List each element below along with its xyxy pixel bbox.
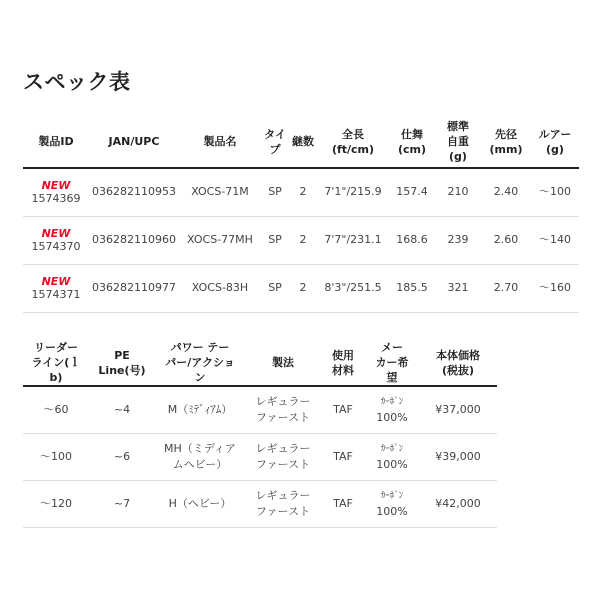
product-id: 1574370 bbox=[31, 239, 81, 253]
product-name-cell: XOCS-83H bbox=[179, 264, 261, 312]
lure-weight-cell: ～100 bbox=[531, 168, 579, 216]
table-row bbox=[23, 168, 579, 216]
pieces-cell: 2 bbox=[289, 168, 317, 216]
maker-carbon-label: ｶｰﾎﾞﾝ bbox=[380, 491, 404, 501]
column-header: ルアー (g) bbox=[538, 127, 572, 156]
column-header: 標準 自重 (g) bbox=[447, 120, 469, 163]
jan-cell: 036282110960 bbox=[89, 216, 179, 264]
length-cell: 7'7"/231.1 bbox=[317, 216, 389, 264]
column-header: 製品ID bbox=[38, 135, 74, 148]
type-cell: SP bbox=[261, 216, 289, 264]
column-header: 仕舞 (cm) bbox=[397, 127, 427, 156]
column-header: メー カー希 望 bbox=[375, 341, 409, 384]
maker-percent: 100% bbox=[376, 505, 408, 518]
column-header: タイプ bbox=[264, 127, 286, 156]
table-row bbox=[23, 386, 497, 433]
table-row bbox=[23, 264, 579, 312]
spec-table-main bbox=[23, 116, 579, 313]
maker-percent: 100% bbox=[376, 411, 408, 425]
spec-table-header-row bbox=[23, 116, 579, 168]
column-header: 全長 (ft/cm) bbox=[331, 127, 375, 156]
type-cell: SP bbox=[261, 264, 289, 312]
lure-weight-cell: ～140 bbox=[531, 216, 579, 264]
product-id-cell bbox=[23, 264, 89, 312]
material-cell: TAF bbox=[321, 480, 365, 527]
type-cell: SP bbox=[261, 168, 289, 216]
column-header: リーダー ライン(ｌ b) bbox=[31, 341, 81, 384]
column-header: JAN/UPC bbox=[108, 135, 160, 148]
weight-cell: 210 bbox=[435, 168, 481, 216]
column-header: 本体価格 (税抜) bbox=[436, 348, 480, 377]
page-title: スペック表 bbox=[23, 70, 131, 94]
tip-diameter-cell: 2.60 bbox=[481, 216, 531, 264]
product-id-cell bbox=[23, 168, 89, 216]
power-action-cell: MH（ミディア ムヘビー） bbox=[155, 433, 245, 480]
maker-cell bbox=[365, 433, 419, 480]
maker-carbon-label: ｶｰﾎﾞﾝ bbox=[380, 397, 404, 408]
power-action-cell: M（ﾐﾃﾞｨｱﾑ） bbox=[155, 386, 245, 433]
price-cell: ¥37,000 bbox=[419, 386, 497, 433]
pe-line-cell: ~6 bbox=[89, 433, 155, 480]
length-cell: 8'3"/251.5 bbox=[317, 264, 389, 312]
closed-length-cell: 168.6 bbox=[389, 216, 435, 264]
column-header: 製品名 bbox=[203, 135, 237, 148]
leader-line-cell: ～100 bbox=[23, 433, 89, 480]
leader-line-cell: ～120 bbox=[23, 480, 89, 527]
pieces-cell: 2 bbox=[289, 264, 317, 312]
column-header: 先径 (mm) bbox=[489, 127, 523, 156]
price-cell: ¥42,000 bbox=[419, 480, 497, 527]
pieces-cell: 2 bbox=[289, 216, 317, 264]
pe-line-cell: ~7 bbox=[89, 480, 155, 527]
column-header: 製法 bbox=[272, 356, 294, 369]
new-badge: NEW bbox=[41, 226, 71, 240]
table-row bbox=[23, 480, 497, 527]
table-row bbox=[23, 216, 579, 264]
product-id: 1574369 bbox=[31, 191, 81, 205]
column-header: パワー テー パー/アクショ ン bbox=[165, 341, 235, 384]
material-cell: TAF bbox=[321, 386, 365, 433]
method-cell: レギュラー ファースト bbox=[245, 433, 321, 480]
product-id-cell bbox=[23, 216, 89, 264]
tip-diameter-cell: 2.40 bbox=[481, 168, 531, 216]
new-badge: NEW bbox=[41, 178, 71, 192]
leader-line-cell: ～60 bbox=[23, 386, 89, 433]
product-name-cell: XOCS-77MH bbox=[179, 216, 261, 264]
maker-cell bbox=[365, 480, 419, 527]
column-header: PE Line(号) bbox=[98, 348, 146, 377]
new-badge: NEW bbox=[41, 274, 71, 288]
product-id: 1574371 bbox=[31, 287, 81, 301]
maker-percent: 100% bbox=[376, 458, 408, 471]
method-cell: レギュラー ファースト bbox=[245, 480, 321, 527]
column-header: 使用 材料 bbox=[332, 348, 354, 377]
table-row bbox=[23, 433, 497, 480]
column-header: 継数 bbox=[292, 135, 314, 148]
spec-table-header-row bbox=[23, 340, 497, 386]
pe-line-cell: ~4 bbox=[89, 386, 155, 433]
jan-cell: 036282110953 bbox=[89, 168, 179, 216]
closed-length-cell: 157.4 bbox=[389, 168, 435, 216]
product-name-cell: XOCS-71M bbox=[179, 168, 261, 216]
weight-cell: 239 bbox=[435, 216, 481, 264]
length-cell: 7'1"/215.9 bbox=[317, 168, 389, 216]
closed-length-cell: 185.5 bbox=[389, 264, 435, 312]
spec-table-secondary bbox=[23, 340, 497, 528]
method-cell: レギュラー ファースト bbox=[245, 386, 321, 433]
tip-diameter-cell: 2.70 bbox=[481, 264, 531, 312]
material-cell: TAF bbox=[321, 433, 365, 480]
maker-cell bbox=[365, 386, 419, 433]
jan-cell: 036282110977 bbox=[89, 264, 179, 312]
lure-weight-cell: ～160 bbox=[531, 264, 579, 312]
power-action-cell: H（ヘビー） bbox=[155, 480, 245, 527]
maker-carbon-label: ｶｰﾎﾞﾝ bbox=[380, 444, 404, 454]
weight-cell: 321 bbox=[435, 264, 481, 312]
price-cell: ¥39,000 bbox=[419, 433, 497, 480]
